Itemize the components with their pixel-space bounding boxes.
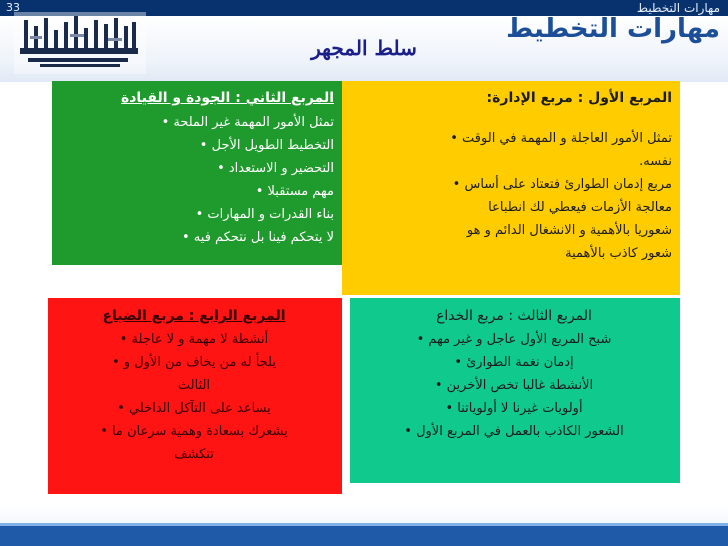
quadrant-3-line: إدمان نغمة الطوارئ •	[454, 355, 574, 370]
quadrant-1-heading: المربع الأول : مربع الإدارة:	[486, 90, 672, 106]
quadrant-2-line: التحضير و الاستعداد •	[217, 161, 334, 176]
quadrant-3-line: شبح المربع الأول عاجل و غير مهم •	[416, 332, 612, 347]
quadrant-3-line: الأنشطة غالبا تخص الأخرين •	[434, 378, 594, 393]
quadrant-4-heading: المربع الرابع : مربع الضياع	[102, 308, 286, 324]
footer-highlight	[0, 523, 728, 526]
quadrant-2-line: تمثل الأمور المهمة غير الملحة •	[161, 115, 334, 130]
quadrant-2-line: التخطيط الطويل الأجل •	[199, 138, 334, 153]
quadrant-1-line: معالجة الأزمات فيعطي لك انطباعا	[488, 200, 672, 215]
quadrant-1-line: شعور كاذب بالأهمية	[565, 246, 672, 261]
quadrant-2-line: بناء القدرات و المهارات •	[195, 207, 334, 222]
quadrant-2-box	[52, 81, 342, 265]
slide-number: 33	[6, 1, 20, 14]
quadrant-4-line: يلجأ له من يخاف من الأول و •	[112, 355, 276, 370]
quadrant-3-line: أولويات غيرنا لا أولوياتنا •	[445, 401, 583, 416]
quadrant-3-line: الشعور الكاذب بالعمل في المربع الأول •	[404, 424, 624, 439]
quadrant-4-line: يساعد على التآكل الداخلي •	[117, 401, 271, 416]
quadrant-2-heading: المربع الثاني : الجودة و القيادة	[120, 90, 334, 106]
quadrant-1-line: نفسه.	[639, 154, 672, 169]
quadrant-3-box	[350, 298, 680, 483]
quadrant-4-line: أنشطة لا مهمة و لا عاجلة •	[119, 332, 269, 347]
quadrant-4-box	[48, 298, 342, 494]
quadrant-2-line: مهم مستقبلا •	[255, 184, 334, 199]
quadrant-1-line: مربع إدمان الطوارئ فتعتاد على أساس •	[452, 177, 672, 192]
quadrant-2-line: لا يتحكم فينا بل نتحكم فيه •	[182, 230, 334, 245]
quadrant-4-line: يشعرك بسعادة وهمية سرعان ما •	[100, 424, 288, 439]
header-caption: مهارات التخطيط	[636, 1, 720, 15]
slide-title: سلط المجهر	[311, 36, 417, 60]
quadrant-1-box	[342, 81, 680, 295]
quadrant-1-line: تمثل الأمور العاجلة و المهمة في الوقت •	[450, 131, 672, 146]
footer-bar	[0, 523, 728, 546]
quadrant-4-line: الثالث	[177, 378, 211, 393]
quadrant-3-heading: المربع الثالث : مربع الخداع	[436, 308, 592, 324]
quadrant-1-spacer	[348, 111, 672, 127]
header-banner-text: مهارات التخطيط	[506, 14, 720, 44]
quadrant-4-line: تتكشف	[174, 447, 214, 462]
quadrant-1-line: شعوريا بالأهمية و الانشغال الدائم و هو	[466, 223, 672, 238]
